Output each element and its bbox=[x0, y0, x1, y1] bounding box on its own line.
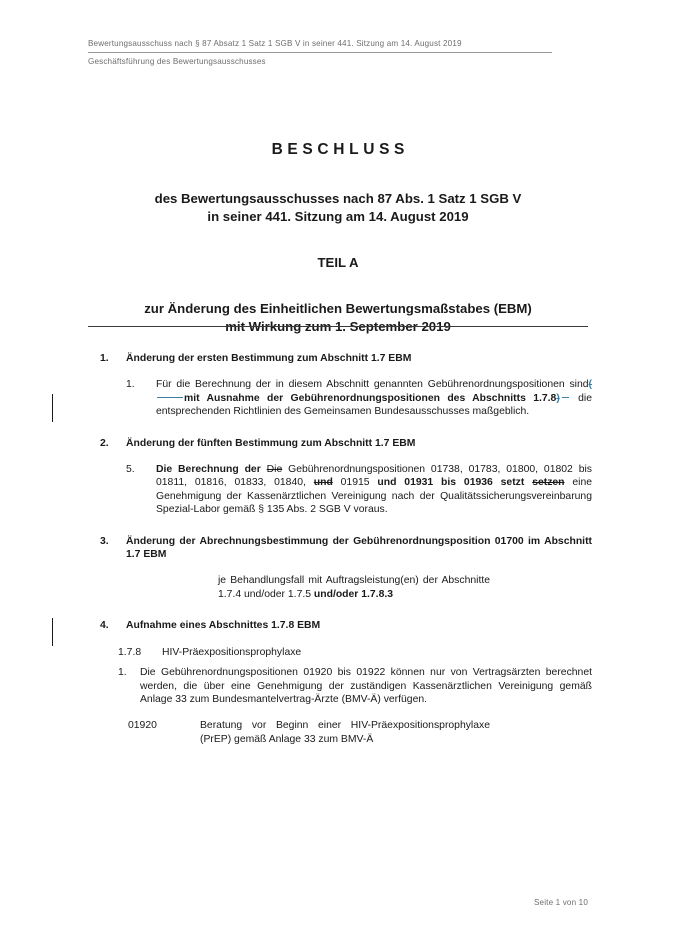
section-1-heading bbox=[0, 352, 680, 365]
section-2-inserted-2: und 01931 bis 01936 setzt bbox=[377, 477, 525, 489]
section-2-item-text bbox=[156, 463, 592, 517]
section-2-item bbox=[0, 463, 680, 517]
title-part: TEIL A bbox=[317, 255, 359, 270]
section-1-heading-text: Änderung der ersten Bestimmung zum Abschnitt 1.7 EBM bbox=[126, 353, 412, 364]
subsection-item-1 bbox=[0, 666, 680, 706]
section-2-item-number: 5. bbox=[126, 464, 135, 476]
section-4-heading bbox=[0, 619, 680, 632]
section-4 bbox=[0, 619, 680, 746]
title-purpose bbox=[88, 300, 588, 336]
tracked-change-rule bbox=[157, 397, 183, 398]
section-3-excerpt-text: je Behandlungsfall mit Auftragsleistung(en) der Abschnitte 1.7.4 und/oder 1.7.5 bbox=[218, 575, 490, 600]
gop-description: Beratung vor Beginn einer HIV-Präexpositionsprophylaxe (PrEP) gemäß Anlage 33 zum BMV-Ä bbox=[200, 720, 490, 745]
section-3-heading-text: Änderung der Abrechnungsbestimmung der Gebührenordnungsposition 01700 im Abschnitt 1.7 EBM bbox=[126, 535, 592, 561]
section-2-text-1: Gebührenordnungspositionen 01738, 01783, 01800, 01802 bis 01811, 01816, 01833, 01840, bbox=[156, 464, 593, 489]
gop-code: 01920 bbox=[128, 720, 157, 732]
subsection-title: HIV-Präexpositionsprophylaxe bbox=[162, 646, 302, 658]
subsection-item-text: Die Gebührenordnungspositionen 01920 bis 01922 können nur von Vertragsärzten berechnet werden, die über eine Genehmigung der zuständigen Kassenärztlichen Vereinigung gemäß Anlage 33 zum Bundesmantelvertrag-Ärzte (BMV-Ä) verfügen. bbox=[140, 667, 592, 705]
section-2-heading bbox=[0, 437, 680, 450]
section-2-heading-text: Änderung der fünften Bestimmung zum Abschnitt 1.7 EBM bbox=[126, 437, 416, 449]
document-running-header bbox=[88, 38, 552, 68]
section-1 bbox=[0, 352, 680, 419]
subsection-1-7-8 bbox=[0, 646, 680, 659]
section-3-number: 3. bbox=[100, 535, 109, 547]
section-4-number: 4. bbox=[100, 620, 109, 632]
section-3-excerpt bbox=[0, 574, 680, 601]
tracked-change-dash bbox=[562, 397, 569, 398]
title-purpose-line1: zur Änderung des Einheitlichen Bewertungsmaßstabes (EBM) bbox=[144, 301, 532, 316]
title-subtitle bbox=[88, 190, 588, 226]
section-2-deleted-2: und bbox=[313, 477, 333, 489]
title-subtitle-line2: in seiner 441. Sitzung am 14. August 2019 bbox=[207, 209, 469, 224]
title-divider bbox=[88, 326, 588, 327]
section-1-number: 1. bbox=[100, 353, 109, 364]
section-3 bbox=[0, 535, 680, 602]
section-1-text-a: Für die Berechnung der in diesem Abschnitt genannten Gebührenordnungspositionen sind bbox=[156, 379, 589, 391]
section-1-item-text bbox=[156, 378, 592, 418]
gop-row bbox=[0, 719, 680, 746]
section-4-heading-text: Aufnahme eines Abschnittes 1.7.8 EBM bbox=[126, 620, 321, 632]
section-3-heading bbox=[0, 535, 680, 562]
title-block bbox=[88, 140, 588, 336]
section-1-inserted-text: mit Ausnahme der Gebührenordnungspositionen des Abschnitts 1.7.8 bbox=[184, 392, 557, 404]
section-2 bbox=[0, 437, 680, 517]
section-1-text-b: die entsprechenden Richtlinien des Gemeinsamen Bundesausschusses maßgeblich. bbox=[156, 392, 592, 418]
subsection-item-number: 1. bbox=[118, 667, 127, 679]
deleted-paren-close: ) bbox=[556, 392, 560, 404]
subsection-number: 1.7.8 bbox=[118, 646, 142, 658]
header-office-line: Geschäftsführung des Bewertungsausschusses bbox=[88, 57, 266, 66]
title-purpose-line2: mit Wirkung zum 1. September 2019 bbox=[225, 319, 451, 334]
section-2-inserted-1: Die Berechnung der bbox=[156, 464, 261, 476]
section-2-deleted-3: setzen bbox=[532, 477, 565, 489]
section-1-item bbox=[0, 378, 680, 418]
section-2-text-2: 01915 bbox=[340, 477, 370, 489]
title-subtitle-line1: des Bewertungsausschusses nach 87 Abs. 1 Satz 1 SGB V bbox=[154, 191, 522, 206]
page-footer: Seite 1 von 10 bbox=[533, 898, 588, 907]
section-3-excerpt-inserted: und/oder 1.7.8.3 bbox=[313, 588, 394, 600]
section-2-deleted-1: Die bbox=[266, 464, 283, 476]
document-body bbox=[0, 352, 680, 746]
deleted-paren-open: ( bbox=[588, 379, 592, 391]
section-2-number: 2. bbox=[100, 437, 109, 449]
header-committee-line: Bewertungsausschuss nach § 87 Absatz 1 Satz 1 SGB V in seiner 441. Sitzung am 14. August 2019 bbox=[88, 38, 552, 53]
section-1-item-number: 1. bbox=[126, 379, 135, 391]
page-title: BESCHLUSS bbox=[271, 141, 410, 158]
section-2-text-3: eine Genehmigung der Kassenärztlichen Vereinigung nach der Qualitätssicherungsvereinbarung Spezial-Labor gemäß § 135 Abs. 2 SGB V voraus. bbox=[156, 477, 593, 516]
